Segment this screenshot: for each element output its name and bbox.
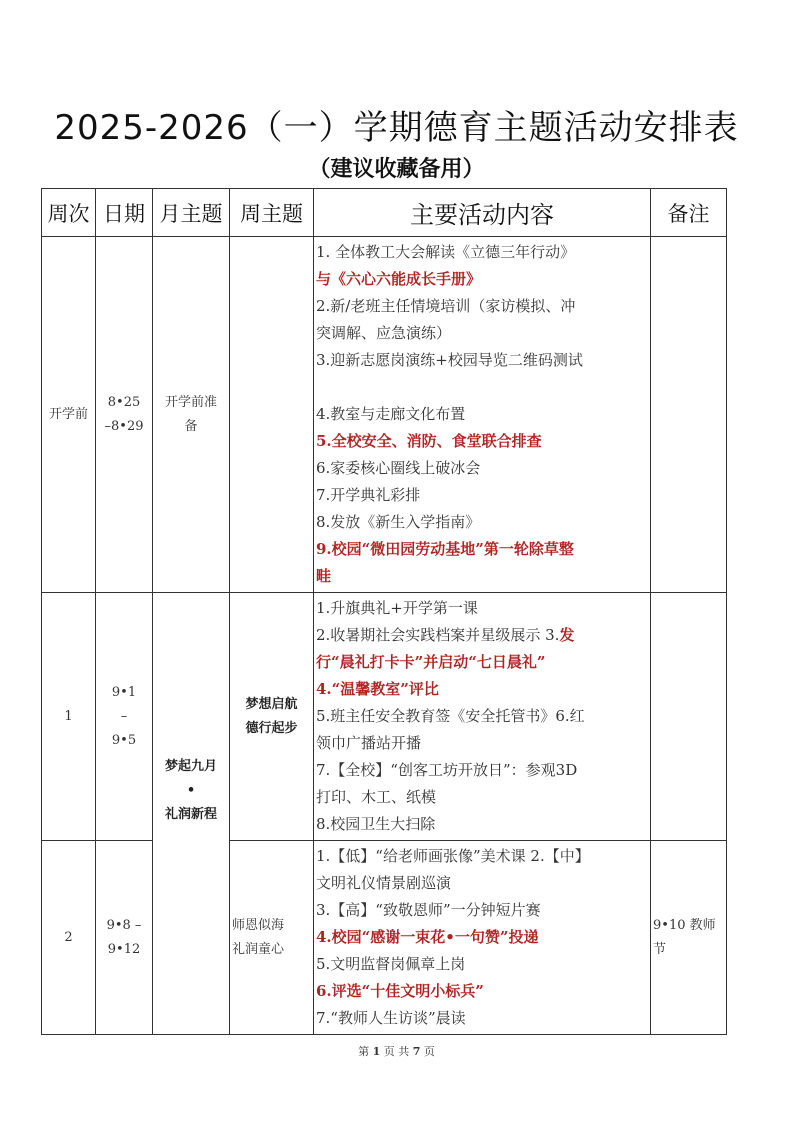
activity-line: 2.新/老班主任情境培训（家访模拟、冲 bbox=[316, 297, 576, 315]
activity-line: 1.【低】“给老师画张像”美术课 2.【中】 bbox=[316, 847, 590, 865]
activity-text-highlight: 发 bbox=[559, 626, 575, 644]
activities-cell bbox=[314, 237, 651, 593]
week-theme-line: 礼润童心 bbox=[232, 941, 285, 957]
header-week: 周次 bbox=[42, 189, 96, 237]
header-week-theme: 周主题 bbox=[230, 189, 314, 237]
week-theme-cell bbox=[230, 841, 314, 1035]
remark-cell bbox=[651, 593, 727, 841]
week-theme-line: 德行起步 bbox=[245, 720, 298, 736]
activities-cell bbox=[314, 593, 651, 841]
header-date: 日期 bbox=[96, 189, 153, 237]
date-line: 9•5 bbox=[111, 732, 137, 748]
table-row bbox=[42, 593, 727, 841]
activity-line: 4.教室与走廊文化布置 bbox=[316, 405, 466, 423]
page-subtitle: （建议收藏备用） bbox=[308, 157, 485, 182]
week-theme-cell bbox=[230, 593, 314, 841]
page-title: 2025-2026（一）学期德育主题活动安排表 bbox=[54, 108, 739, 148]
activity-line: 3.【高】“致敬恩师”一分钟短片赛 bbox=[316, 901, 541, 919]
week-theme-line: 师恩似海 bbox=[232, 917, 285, 933]
activity-line: 3.迎新志愿岗演练+校园导览二维码测试 bbox=[316, 351, 583, 369]
activity-line: 7.开学典礼彩排 bbox=[316, 486, 421, 504]
activity-line: 7.【全校】“创客工坊开放日”：参观3D bbox=[316, 761, 578, 779]
activity-line: 6.家委核心圈线上破冰会 bbox=[316, 459, 481, 477]
date-cell bbox=[96, 237, 153, 593]
week-cell bbox=[42, 841, 96, 1035]
month-theme-line: 礼润新程 bbox=[164, 807, 217, 822]
footer-total-pages: 7 bbox=[412, 1045, 421, 1058]
activity-line: 5.全校安全、消防、食堂联合排查 bbox=[316, 432, 542, 450]
date-line: – bbox=[120, 708, 128, 724]
week-cell bbox=[42, 593, 96, 841]
remark-line: 9•10 教师 bbox=[653, 917, 716, 933]
activity-line: 6.评选“十佳文明小标兵” bbox=[316, 982, 484, 1000]
activity-line: 文明礼仪情景剧巡演 bbox=[316, 874, 452, 892]
month-theme-line: 梦起九月 bbox=[164, 759, 217, 774]
activity-line: 1.升旗典礼+开学第一课 bbox=[316, 599, 478, 617]
activity-line: 领巾广播站开播 bbox=[316, 734, 422, 752]
week-label: 2 bbox=[64, 929, 73, 945]
activity-line: 8.校园卫生大扫除 bbox=[316, 815, 436, 833]
table-row bbox=[42, 841, 727, 1035]
activities-cell bbox=[314, 841, 651, 1035]
table-row bbox=[42, 237, 727, 593]
activity-line: 4.校园“感谢一束花•一句赞”投递 bbox=[316, 928, 539, 946]
date-cell bbox=[96, 593, 153, 841]
date-line: 8•25 bbox=[107, 394, 141, 410]
activity-line: 打印、木工、纸模 bbox=[316, 788, 437, 806]
activity-line: 8.发放《新生入学指南》 bbox=[316, 513, 481, 531]
month-theme-cell bbox=[153, 237, 230, 593]
activity-line: 畦 bbox=[316, 567, 332, 585]
date-cell bbox=[96, 841, 153, 1035]
footer-middle: 页 共 bbox=[383, 1045, 410, 1058]
footer-suffix: 页 bbox=[423, 1045, 435, 1058]
activity-line: 突调解、应急演练） bbox=[316, 324, 452, 342]
header-activities: 主要活动内容 bbox=[314, 189, 651, 237]
page-footer bbox=[0, 1043, 793, 1059]
table-header-row bbox=[42, 189, 727, 237]
activity-line: 行“晨礼打卡卡”并启动“七日晨礼” bbox=[316, 653, 546, 671]
activity-line: 5.文明监督岗佩章上岗 bbox=[316, 955, 466, 973]
activity-line bbox=[316, 622, 647, 649]
activity-line: 1. 全体教工大会解读《立德三年行动》 bbox=[316, 243, 576, 261]
week-label: 开学前 bbox=[48, 406, 88, 422]
date-line: 9•12 bbox=[107, 941, 141, 957]
date-line: 9•1 bbox=[111, 684, 137, 700]
schedule-table bbox=[41, 188, 727, 1035]
footer-page-number: 1 bbox=[372, 1045, 381, 1058]
activity-line: 5.班主任安全教育签《安全托管书》6.红 bbox=[316, 707, 585, 725]
activity-line: 7.“教师人生访谈”晨读 bbox=[316, 1009, 466, 1027]
activity-line: 与《六心六能成长手册》 bbox=[316, 270, 482, 288]
week-theme-line: 梦想启航 bbox=[245, 696, 298, 712]
month-theme-line: 备 bbox=[184, 418, 198, 434]
header-month-theme: 月主题 bbox=[153, 189, 230, 237]
activity-spacer bbox=[316, 374, 647, 401]
week-theme-cell bbox=[230, 237, 314, 593]
date-line: –8•29 bbox=[104, 418, 144, 434]
footer-prefix: 第 bbox=[358, 1045, 370, 1058]
remark-cell bbox=[651, 841, 727, 1035]
activity-line: 9.校园“微田园劳动基地”第一轮除草整 bbox=[316, 540, 574, 558]
activity-line: 4.“温馨教室”评比 bbox=[316, 680, 439, 698]
header-remarks: 备注 bbox=[651, 189, 727, 237]
week-label: 1 bbox=[64, 708, 73, 724]
month-theme-dot: • bbox=[186, 783, 196, 798]
activity-text: 2.收暑期社会实践档案并星级展示 3. bbox=[316, 626, 560, 644]
week-cell bbox=[42, 237, 96, 593]
month-theme-line: 开学前准 bbox=[164, 394, 217, 410]
remark-line: 节 bbox=[653, 941, 667, 957]
remark-cell bbox=[651, 237, 727, 593]
date-line: 9•8 – bbox=[106, 917, 142, 933]
month-theme-cell bbox=[153, 593, 230, 1035]
